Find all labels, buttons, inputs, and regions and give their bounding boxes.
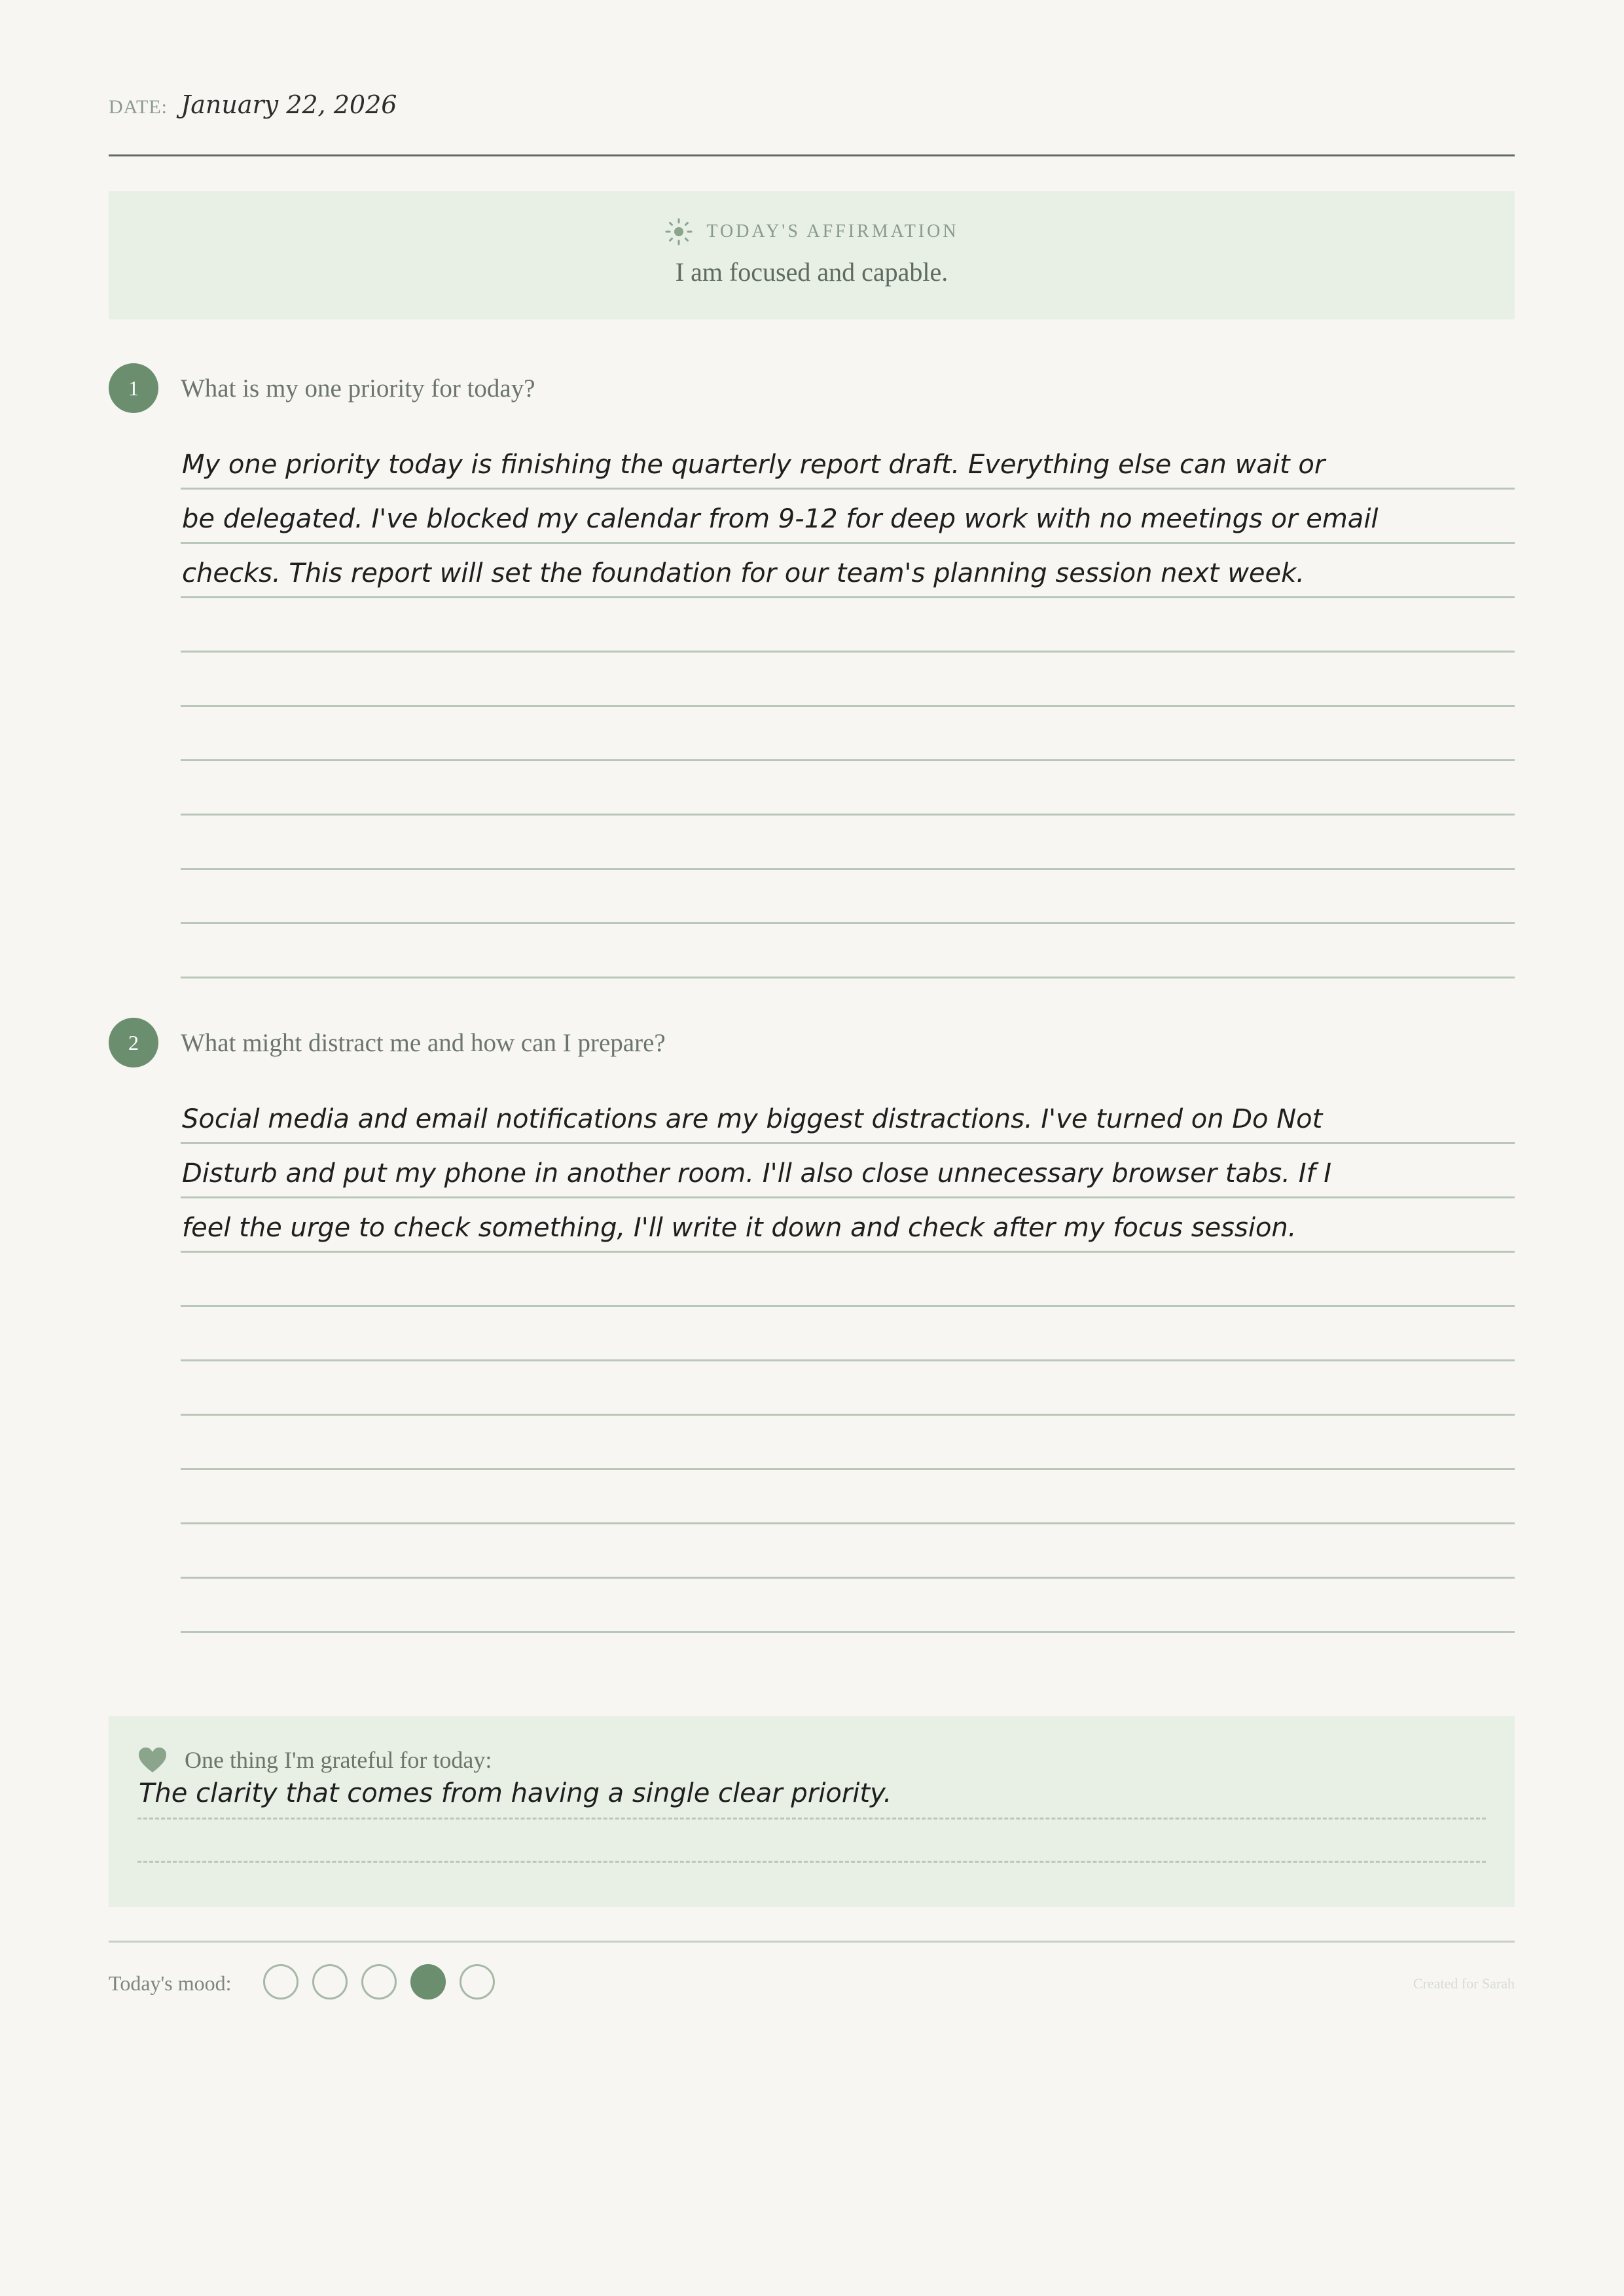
answer-line[interactable]: [181, 1144, 1515, 1198]
answer-line[interactable]: [181, 1579, 1515, 1633]
mood-selector: [263, 1964, 509, 2000]
question-number-badge: 1: [109, 363, 158, 413]
gratitude-line[interactable]: [137, 1776, 1486, 1820]
affirmation-panel: [109, 191, 1515, 319]
answer-line[interactable]: [181, 1416, 1515, 1470]
answer-line[interactable]: [181, 1307, 1515, 1361]
answer-line[interactable]: [181, 598, 1515, 653]
answer-lines[interactable]: [181, 435, 1515, 978]
sun-icon: [664, 217, 693, 246]
answer-text: Disturb and put my phone in another room. I'll also close unnecessary browser tabs. If I: [182, 1158, 1332, 1189]
heart-icon: [137, 1746, 168, 1774]
answer-text: feel the urge to check something, I'll write it down and check after my focus session.: [182, 1213, 1297, 1243]
answer-lines[interactable]: [181, 1090, 1515, 1633]
question-prompt: What might distract me and how can I prepare?: [181, 1029, 666, 1057]
question-number-badge: 2: [109, 1018, 158, 1067]
answer-line[interactable]: [181, 707, 1515, 761]
header-divider: [109, 154, 1515, 156]
answer-text: Social media and email notifications are my biggest distractions. I've turned on Do Not: [182, 1104, 1323, 1134]
mood-option-2[interactable]: [312, 1964, 348, 2000]
answer-line[interactable]: [181, 1361, 1515, 1416]
answer-line[interactable]: [181, 1090, 1515, 1144]
answer-line[interactable]: [181, 1198, 1515, 1253]
footer-divider: [109, 1941, 1515, 1943]
date-row: [109, 90, 397, 130]
answer-line[interactable]: [181, 653, 1515, 707]
mood-option-4[interactable]: [410, 1964, 446, 2000]
answer-line[interactable]: [181, 1524, 1515, 1579]
date-label: DATE:: [109, 96, 168, 118]
answer-line[interactable]: [181, 870, 1515, 924]
gratitude-heading: [137, 1746, 492, 1774]
answer-line[interactable]: [181, 1470, 1515, 1524]
mood-option-3[interactable]: [361, 1964, 397, 2000]
affirmation-text: I am focused and capable.: [675, 257, 948, 287]
answer-line[interactable]: [181, 761, 1515, 816]
question-prompt: What is my one priority for today?: [181, 374, 535, 403]
date-value[interactable]: January 22, 2026: [181, 90, 397, 119]
mood-option-5[interactable]: [460, 1964, 495, 2000]
mood-option-1[interactable]: [263, 1964, 298, 2000]
answer-line[interactable]: [181, 1253, 1515, 1307]
answer-line[interactable]: [181, 816, 1515, 870]
mood-label: Today's mood:: [109, 1971, 232, 1995]
gratitude-panel: [109, 1716, 1515, 1907]
affirmation-heading: [109, 217, 1515, 246]
answer-text: checks. This report will set the foundation for our team's planning session next week.: [182, 558, 1305, 588]
gratitude-text: The clarity that comes from having a single clear priority.: [139, 1778, 892, 1808]
answer-line[interactable]: [181, 544, 1515, 598]
answer-text: be delegated. I've blocked my calendar from 9-12 for deep work with no meetings or email: [182, 504, 1379, 534]
answer-line[interactable]: [181, 435, 1515, 490]
affirmation-title: TODAY'S AFFIRMATION: [706, 221, 959, 242]
gratitude-label: One thing I'm grateful for today:: [185, 1747, 492, 1773]
answer-text: My one priority today is finishing the quarterly report draft. Everything else can wait or: [182, 450, 1326, 480]
gratitude-line[interactable]: [137, 1820, 1486, 1863]
credit-text: Created for Sarah: [1413, 1975, 1515, 1992]
answer-line[interactable]: [181, 924, 1515, 978]
answer-line[interactable]: [181, 490, 1515, 544]
